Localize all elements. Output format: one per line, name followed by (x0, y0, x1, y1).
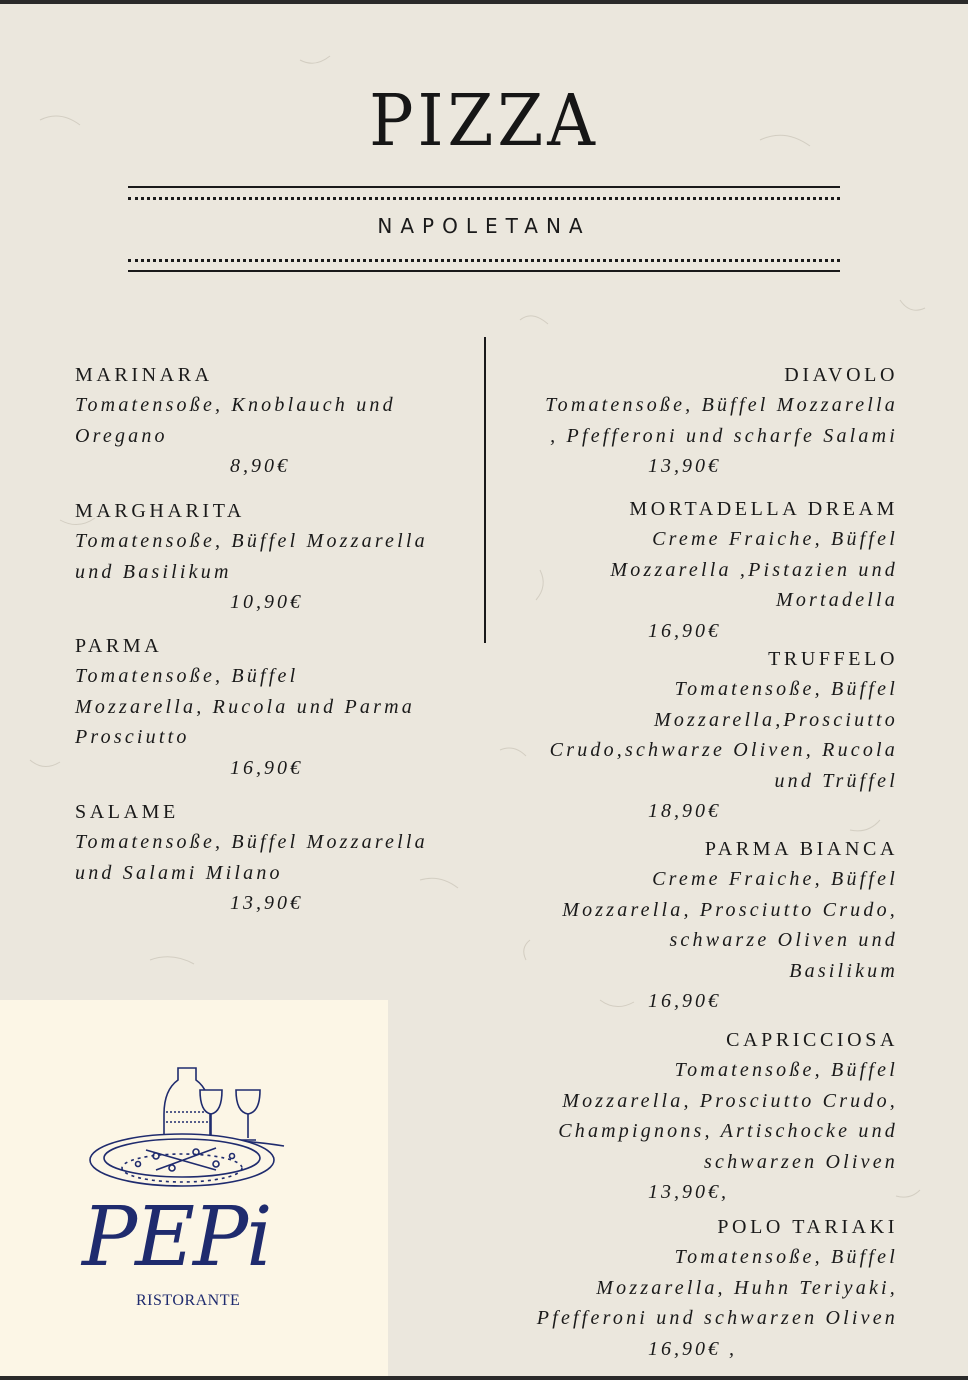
menu-item-desc-line: Pfefferoni und schwarzen Oliven (536, 1307, 898, 1329)
menu-item-name: PARMA (75, 635, 163, 657)
menu-item-desc-line: Mozzarella, Huhn Teriyaki, (596, 1276, 898, 1299)
title-rule-bottom (128, 270, 840, 272)
menu-item-name: TRUFFELO (768, 648, 898, 670)
logo-panel (0, 1000, 388, 1376)
pizza-wine-illustration-icon (86, 1060, 286, 1195)
menu-item-desc-line: Creme Fraiche, Büffel (652, 528, 898, 550)
brand-tagline: RISTORANTE (136, 1292, 241, 1309)
menu-item-desc-line: Mozzarella, Prosciutto Crudo, (562, 1089, 898, 1112)
menu-item-price: 13,90€, (648, 1181, 729, 1203)
menu-item-desc-line: und Basilikum (75, 560, 232, 583)
menu-item-desc-line: Tomatensoße, Büffel (674, 1246, 898, 1268)
column-divider (484, 337, 486, 643)
menu-item-desc-line: und Trüffel (774, 769, 898, 792)
menu-item-desc-line: Champignons, Artischocke und (558, 1120, 898, 1142)
menu-item-parma-bianca (498, 834, 898, 1016)
menu-item-desc-line: Mozzarella ,Pistazien und (610, 558, 898, 581)
menu-item-name: POLO TARIAKI (717, 1216, 898, 1238)
menu-item-mortadella-dream (498, 494, 898, 646)
brand-logo-text: PEPi (82, 1190, 271, 1285)
menu-item-price: 16,90€ (648, 619, 721, 642)
menu-item-name: DIAVOLO (784, 364, 898, 386)
menu-item-desc-line: Tomatensoße, Büffel Mozzarella (545, 394, 898, 416)
menu-item-desc-line: Creme Fraiche, Büffel (652, 868, 898, 890)
menu-item-desc-line: Mozzarella, Rucola und Parma (75, 695, 415, 718)
menu-item-truffelo (498, 644, 898, 826)
menu-item-name: PARMA BIANCA (704, 838, 898, 860)
menu-item-capricciosa (498, 1025, 898, 1207)
menu-item-name: CAPRICCIOSA (726, 1029, 898, 1051)
menu-item-desc-line: Tomatensoße, Büffel (674, 1059, 898, 1081)
menu-item-diavolo (498, 360, 898, 481)
menu-item-desc-line: schwarzen Oliven (704, 1150, 898, 1173)
menu-item-price: 18,90€ (648, 800, 721, 822)
menu-item-margharita (75, 496, 470, 617)
menu-item-desc-line: Mortadella (776, 589, 898, 611)
menu-item-desc-line: Tomatensoße, Büffel (75, 665, 299, 687)
menu-item-desc-line: Mozzarella,Prosciutto (653, 708, 898, 731)
menu-item-name: MARGHARITA (75, 500, 245, 522)
menu-item-desc-line: Mozzarella, Prosciutto Crudo, (562, 898, 898, 921)
menu-item-price: 8,90€ (230, 455, 290, 477)
menu-item-price: 16,90€ (648, 990, 721, 1012)
menu-item-desc-line: Crudo,schwarze Oliven, Rucola (549, 739, 898, 761)
menu-item-price: 13,90€ (648, 455, 721, 477)
menu-item-marinara (75, 360, 470, 481)
menu-item-desc-line: Tomatensoße, Büffel Mozzarella (75, 530, 428, 552)
menu-item-name: SALAME (75, 801, 179, 823)
bottom-border (0, 1376, 968, 1380)
menu-item-price: 16,90€ (230, 756, 303, 779)
menu-item-price: 10,90€ (230, 591, 303, 613)
menu-item-desc-line: und Salami Milano (75, 861, 283, 884)
menu-item-desc-line: Tomatensoße, Büffel Mozzarella (75, 831, 428, 853)
menu-item-price: 13,90€ (230, 892, 303, 914)
menu-item-name: MARINARA (75, 364, 213, 386)
title-dotted-rule-bottom (128, 259, 840, 262)
title-dotted-rule-top (128, 197, 840, 200)
menu-item-desc-line: Prosciutto (75, 726, 190, 748)
menu-item-desc-line: Oregano (75, 424, 168, 447)
menu-item-polo-tariaki (498, 1212, 898, 1364)
menu-item-salame (75, 797, 470, 918)
page-title: PIZZA (369, 78, 599, 163)
page-subtitle: NAPOLETANA (377, 214, 591, 238)
menu-item-desc-line: Tomatensoße, Büffel (674, 678, 898, 700)
menu-item-desc-line: , Pfefferoni und scharfe Salami (550, 424, 898, 447)
title-rule-top (128, 186, 840, 188)
menu-item-desc-line: Basilikum (789, 959, 898, 982)
menu-item-price: 16,90€ , (648, 1337, 737, 1360)
menu-item-parma (75, 631, 470, 783)
menu-item-name: MORTADELLA DREAM (629, 498, 898, 520)
menu-item-desc-line: schwarze Oliven und (669, 929, 898, 951)
menu-item-desc-line: Tomatensoße, Knoblauch und (75, 394, 396, 416)
